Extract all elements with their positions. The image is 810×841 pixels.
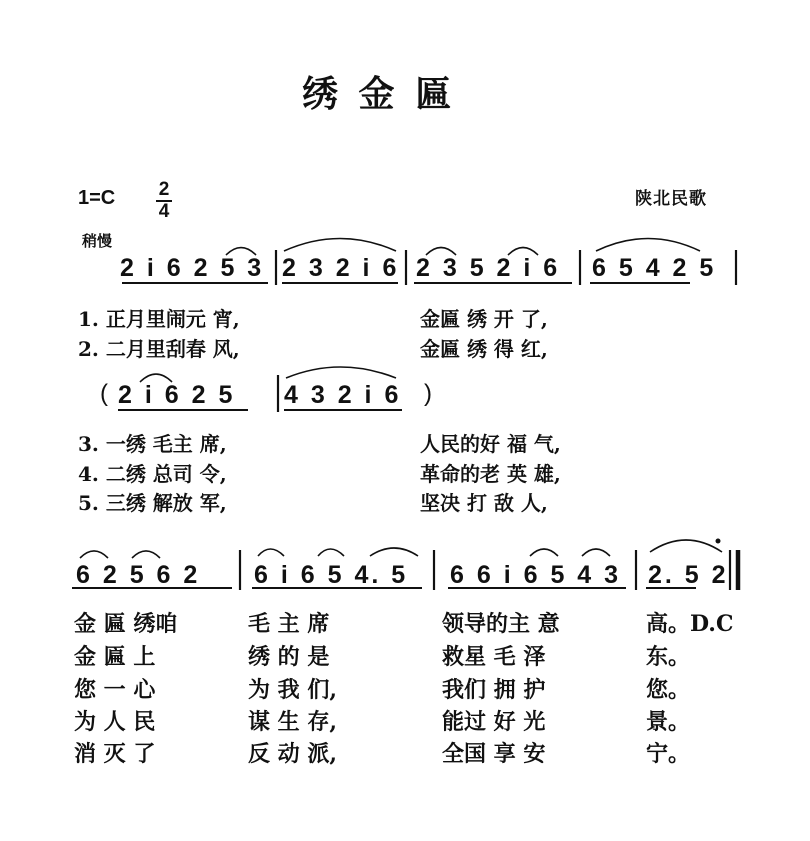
lyric-line: 人民的好 福 气, — [420, 432, 561, 456]
tie — [284, 239, 396, 252]
lyric-line: 坚决 打 敌 人, — [420, 491, 548, 515]
lyric-segment: 您。 — [646, 677, 691, 703]
measure-notes: 2 i 6 2 5 — [118, 381, 236, 409]
lyric-segment: 东。 — [646, 644, 691, 670]
time-signature-bottom: 4 — [158, 201, 170, 222]
slur — [370, 548, 418, 556]
lyric-segment: 能过 好 光 — [442, 709, 546, 735]
lyric-segment: 我们 拥 护 — [442, 677, 546, 703]
measure-notes: 2 3 2 i 6 — [282, 254, 400, 282]
lyric-line: 革命的老 英 雄, — [420, 462, 561, 486]
slur — [258, 549, 284, 556]
measure-notes: 2. 5 2 — [648, 561, 729, 589]
lyric-segment: 金 匾 上 — [74, 644, 156, 670]
lyric-line: 2. 二月里刮春 风, — [78, 337, 240, 361]
lyric-segment: 全国 享 安 — [442, 741, 546, 767]
slur — [530, 549, 558, 556]
measure-notes: 6 i 6 5 4. 5 — [254, 561, 409, 589]
key-signature: 1=C — [78, 187, 116, 209]
lyric-segment: 为 人 民 — [74, 709, 156, 735]
measure-notes: 6 5 4 2 5 — [592, 254, 717, 282]
lyric-segment: 救星 毛 泽 — [442, 644, 546, 670]
tie — [596, 239, 700, 252]
tie — [650, 540, 722, 552]
slur — [582, 549, 610, 556]
lyric-segment: 高。D.C — [646, 611, 734, 637]
lyric-line: 1. 正月里闹元 宵, — [78, 307, 240, 331]
lyric-segment: 您 一 心 — [74, 677, 156, 703]
lyric-segment: 领导的主 意 — [442, 611, 560, 637]
lyric-segment: 宁。 — [646, 741, 691, 767]
lyric-segment: 毛 主 席 — [248, 611, 330, 637]
song-title: 绣 金 匾 — [302, 74, 456, 115]
lyric-segment: 景。 — [646, 709, 691, 735]
lyric-line: 5. 三绣 解放 军, — [78, 491, 227, 515]
lyric-segment: 为 我 们, — [248, 677, 337, 703]
time-signature-top: 2 — [158, 179, 170, 200]
close-parenthesis: ) — [424, 380, 432, 407]
measure-notes: 2 i 6 2 5 3 — [120, 254, 265, 282]
song-credit: 陕北民歌 — [635, 189, 707, 209]
slur — [318, 549, 344, 556]
slur — [132, 551, 160, 558]
lyric-segment: 金 匾 绣咱 — [74, 611, 178, 637]
tie — [286, 367, 396, 378]
measure-notes: 4 3 2 i 6 — [284, 381, 402, 409]
octave-dot — [716, 539, 721, 544]
lyric-segment: 绣 的 是 — [248, 644, 330, 670]
lyric-segment: 消 灭 了 — [74, 741, 156, 767]
lyric-segment: 谋 生 存, — [248, 709, 337, 735]
measure-notes: 2 3 5 2 i 6 — [416, 254, 561, 282]
open-parenthesis: ( — [100, 380, 108, 407]
lyric-line: 金匾 绣 得 红, — [420, 337, 548, 361]
lyric-line: 金匾 绣 开 了, — [420, 307, 548, 331]
slur — [80, 551, 108, 558]
measure-notes: 6 6 i 6 5 4 3 — [450, 561, 622, 589]
lyric-segment: 反 动 派, — [248, 741, 337, 767]
lyric-line: 4. 二绣 总司 令, — [78, 462, 227, 486]
measure-notes: 6 2 5 6 2 — [76, 561, 201, 589]
tempo-marking: 稍慢 — [82, 232, 113, 250]
lyric-line: 3. 一绣 毛主 席, — [78, 432, 227, 456]
